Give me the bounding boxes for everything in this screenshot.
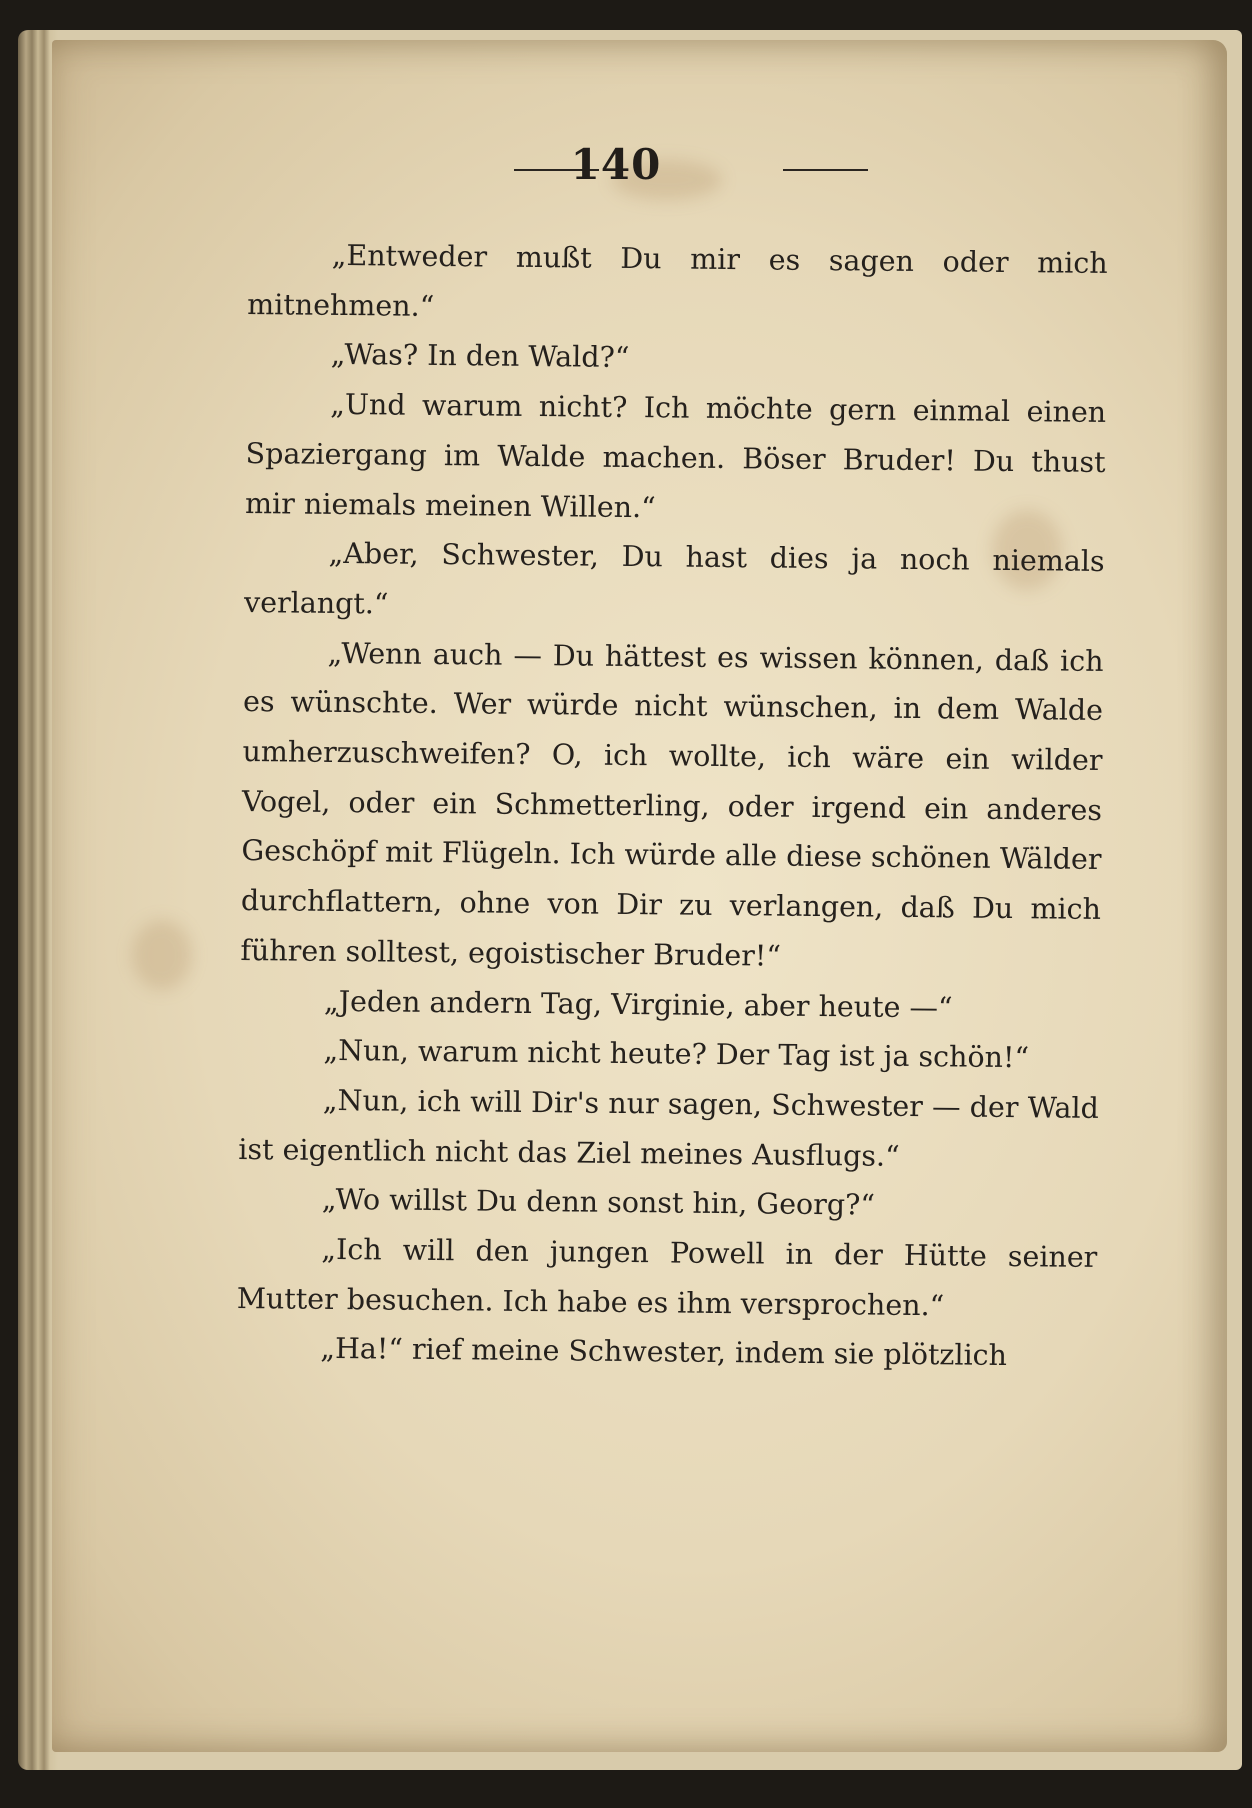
paragraph: „Ich will den jungen Powell in der Hütte seiner Mutter besuchen. Ich habe es ihm versprochen.“ <box>236 1232 1098 1323</box>
paragraph: „Ha!“ rief meine Schwester, indem sie plötzlich <box>320 1332 1008 1373</box>
page-text <box>236 230 1108 1382</box>
paragraph: „Entweder mußt Du mir es sagen oder mich mitnehmen.“ <box>247 238 1108 323</box>
paragraph: „Nun, ich will Dir's nur sagen, Schwester — der Wald ist eigentlich nicht das Ziel meines Ausflugs.“ <box>238 1083 1100 1173</box>
paragraph: „Jeden andern Tag, Virginie, aber heute —“ <box>323 984 953 1024</box>
page-number: 140 <box>570 140 662 189</box>
paragraph: „Wenn auch — Du hättest es wissen können, daß ich es wünschte. Wer würde nicht wünschen, in dem Walde umherzuschweifen? O, ich wollte, ich wäre ein wilder Vogel, oder ein Schmetterling, oder irgend ein anderes Geschöpf mit Flügeln. Ich würde alle diese schönen Wälder durchflattern, ohne von Dir zu verlangen, daß Du mich führen solltest, egoistischer Bruder!“ <box>240 636 1104 973</box>
paragraph: „Und warum nicht? Ich möchte gern einmal einen Spaziergang im Walde machen. Böser Bruder! Du thust mir niemals meinen Willen.“ <box>244 387 1107 524</box>
page-header <box>0 140 1252 190</box>
paragraph: „Was? In den Wald?“ <box>330 338 630 375</box>
paragraph: „Wo willst Du denn sonst hin, Georg?“ <box>321 1183 876 1222</box>
paragraph: „Aber, Schwester, Du hast dies ja noch niemals verlangt.“ <box>243 537 1105 621</box>
paper-stain <box>132 920 192 990</box>
paragraph: „Nun, warum nicht heute? Der Tag ist ja schön!“ <box>323 1034 1030 1075</box>
header-rule-right <box>783 169 868 171</box>
